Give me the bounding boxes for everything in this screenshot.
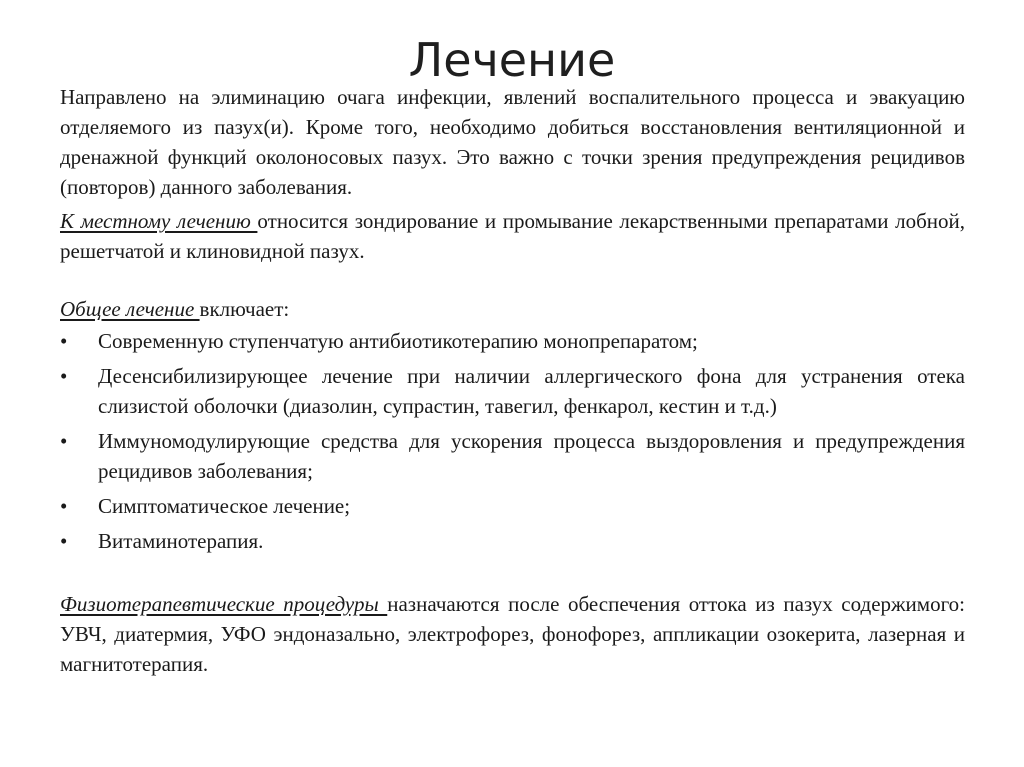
list-item xyxy=(60,361,965,421)
list-item-text: Современную ступенчатую антибиотикотерапию монопрепаратом; xyxy=(98,329,698,353)
list-item xyxy=(60,491,965,521)
general-treatment-heading xyxy=(60,294,965,324)
list-item-text: Десенсибилизирующее лечение при наличии аллергического фона для устранения отека слизистой оболочки (диазолин, супрастин, тавегил, фенкарол, кестин и т.д.) xyxy=(98,364,965,418)
slide-title: Лечение xyxy=(408,33,616,87)
list-item-text: Симптоматическое лечение; xyxy=(98,494,351,518)
list-item xyxy=(60,326,965,356)
general-treatment-term: Общее лечение xyxy=(60,297,200,321)
bullet-icon: • xyxy=(60,429,68,453)
physiotherapy-text: назначаются после обеспечения оттока из пазух содержимого: УВЧ, диатермия, УФО эндоназально, электрофорез, фонофорез, аппликации озокерита, лазерная и магнитотерапия. xyxy=(60,592,965,676)
physiotherapy-term: Физиотерапевтические процедуры xyxy=(60,592,388,616)
general-treatment-list xyxy=(60,326,965,556)
bullet-icon: • xyxy=(60,494,68,518)
list-item-text: Витаминотерапия. xyxy=(98,529,264,553)
list-item xyxy=(60,526,965,556)
list-item xyxy=(60,426,965,486)
intro-paragraph: Направлено на элиминацию очага инфекции, явлений воспалительного процесса и эвакуацию отделяемого из пазух(и). Кроме того, необходимо добиться восстановления вентиляционной и дренажной функций околоносовых пазух. Это важно с точки зрения предупреждения рецидивов (повторов) данного заболевания. xyxy=(60,85,965,199)
bullet-icon: • xyxy=(60,329,68,353)
local-treatment-term: К местному лечению xyxy=(60,209,258,233)
bullet-icon: • xyxy=(60,364,68,388)
physiotherapy-paragraph xyxy=(60,589,965,679)
local-treatment-paragraph xyxy=(60,206,965,266)
general-treatment-text: включает: xyxy=(199,297,290,321)
list-item-text: Иммуномодулирующие средства для ускорения процесса выздоровления и предупреждения рецидивов заболевания; xyxy=(98,429,965,483)
local-treatment-text: относится зондирование и промывание лекарственными препаратами лобной, решетчатой и клиновидной пазух. xyxy=(60,209,965,263)
bullet-icon: • xyxy=(60,529,68,553)
slide-content xyxy=(60,82,965,679)
